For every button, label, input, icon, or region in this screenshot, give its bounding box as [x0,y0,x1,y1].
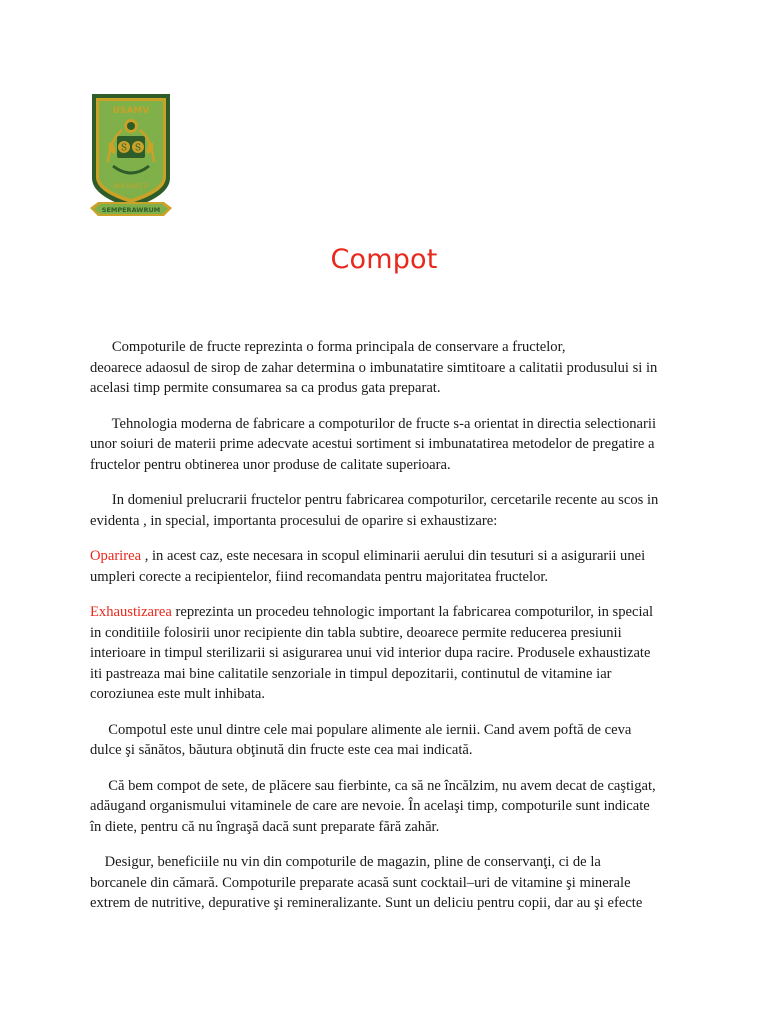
paragraph [90,602,685,705]
line-text: In domeniul prelucrarii fructelor pentru fabricarea compoturilor, cercetarile recente au scos in [90,492,659,508]
line-text: adăugand organismului vitaminele de care are nevoie. În acelaşi timp, compoturile sunt indicate [90,798,650,814]
paragraph [90,414,685,476]
text-line [90,337,685,358]
logo-shield-letter-left: S [120,143,128,154]
line-text: unor soiuri de materii prime adecvate acestui sortiment si imbunatatirea metodelor de pregatire a [90,436,655,452]
text-line [90,873,685,894]
logo-banner-text: SEMPERAWRUM [101,206,161,214]
line-text: Tehnologia moderna de fabricare a compoturilor de fructe s-a orientat in directia selectionarii [90,415,657,432]
line-text: acelasi timp permite consumarea sa ca produs gata preparat. [90,380,441,396]
paragraph [90,776,685,838]
text-line [90,490,685,511]
line-text: evidenta , in special, importanta procesului de oparire si exhaustizare: [90,512,498,529]
line-text: borcanele din cămară. Compoturile preparate acasă sunt cocktail–uri de vitamine şi minerale [90,874,631,891]
logo-top-text: USAMV [112,106,150,116]
text-line [90,434,685,455]
line-text: deoarece adaosul de sirop de zahar determina o imbunatatire simtitoare a calitatii produsului si in [90,359,658,376]
logo-shield-letter-right: S [134,143,142,154]
document-title: Compot [330,244,438,275]
text-line [90,852,685,873]
text-line [90,817,685,838]
logo-bottom-text: BUCUREȘTI [113,183,149,190]
paragraph [90,720,685,761]
highlighted-term: Exhaustizarea [90,604,172,620]
highlighted-term: Oparirea [90,548,142,564]
text-line [90,602,685,623]
line-text: în diete, pentru că nu îngraşă dacă sunt preparate fără zahăr. [90,818,440,835]
text-line [90,455,685,476]
text-line [90,664,685,685]
line-text: dulce şi sănătos, băutura obţinută din fructe este cea mai indicată. [90,742,473,758]
line-text: extrem de nutritive, depurative şi remineralizante. Sunt un deliciu pentru copii, dar au şi efecte [90,895,643,911]
text-line [90,511,685,532]
text-line [90,567,685,588]
text-line [90,546,685,567]
document-body [90,337,685,929]
text-line [90,358,685,379]
line-text: coroziunea este mult inhibata. [90,686,266,702]
text-line [90,414,685,435]
text-line [90,623,685,644]
line-text: Compoturile de fructe reprezinta o forma principala de conservare a fructelor, [90,339,566,355]
line-text: iti pastreaza mai bine calitatile senzoriale in timpul depozitarii, continutul de vitamine iar [90,665,612,682]
line-text: Că bem compot de sete, de plăcere sau fierbinte, ca să ne încălzim, nu avem decat de caştigat, [90,777,656,794]
text-line [90,796,685,817]
paragraph [90,337,685,399]
line-text: reprezinta un procedeu tehnologic important la fabricarea compoturilor, in special [171,604,654,620]
paragraph [90,490,685,531]
text-line [90,740,685,761]
text-line [90,684,685,705]
line-text: Compotul este unul dintre cele mai populare alimente ale iernii. Cand avem poftă de ceva [90,721,632,738]
paragraph [90,852,685,914]
usamv-logo [88,92,174,228]
line-text: , in acest caz, este necesara in scopul eliminarii aerului din tesuturi si a asigurarii unei [141,548,646,564]
line-text: in conditiile folosirii unor recipiente din tabla subtire, deoarece permite reducerea presiunii [90,624,622,641]
line-text: interioare in timpul sterilizarii si asigurarea unui vid interior dupa racire. Produsele exhaustizate [90,645,651,661]
line-text: umpleri corecte a recipientelor, fiind recomandata pentru majoritatea fructelor. [90,568,549,585]
text-line [90,720,685,741]
line-text: fructelor pentru obtinerea unor produse de calitate superioara. [90,456,451,473]
text-line [90,776,685,797]
text-line [90,378,685,399]
paragraph [90,546,685,587]
line-text: Desigur, beneficiile nu vin din compoturile de magazin, pline de conservanţi, ci de la [90,854,601,870]
text-line [90,643,685,664]
text-line [90,893,685,914]
